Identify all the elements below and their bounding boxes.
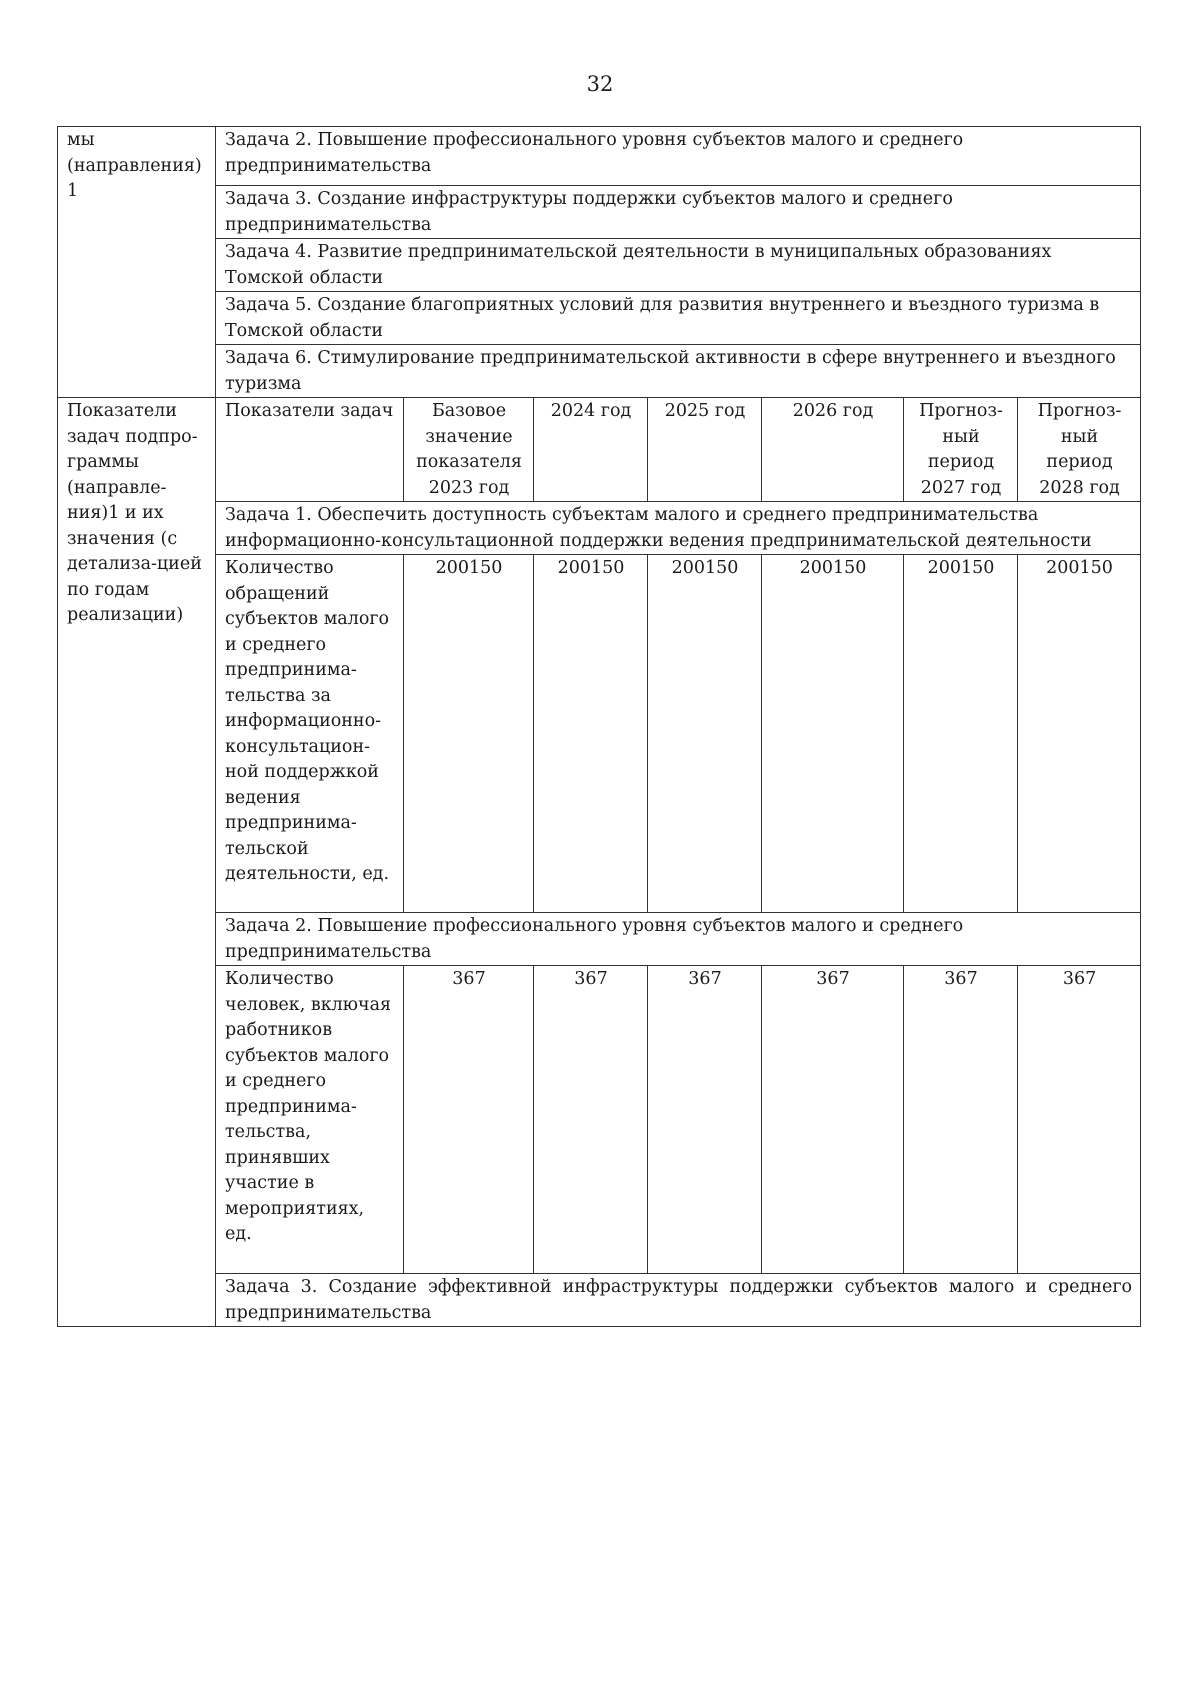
- header-2028: Прогноз-ный период 2028 год: [1018, 398, 1141, 502]
- header-2024: 2024 год: [534, 398, 648, 502]
- header-2026: 2026 год: [762, 398, 904, 502]
- row1-value-2025: 200150: [648, 555, 762, 913]
- header-row: [58, 398, 1141, 502]
- row2-value-base: 367: [404, 966, 534, 1274]
- row1-value-2026: 200150: [762, 555, 904, 913]
- table-row: [58, 127, 1141, 186]
- task-cell: Задача 3. Создание инфраструктуры поддержки субъектов малого и среднего предпринимательства: [216, 186, 1141, 239]
- row1-value-2024: 200150: [534, 555, 648, 913]
- table-row: [58, 186, 1141, 239]
- row2-value-2025: 367: [648, 966, 762, 1274]
- table-row: [58, 292, 1141, 345]
- row2-value-2027: 367: [904, 966, 1018, 1274]
- row1-value-2028: 200150: [1018, 555, 1141, 913]
- table-row: [58, 239, 1141, 292]
- row2-value-2024: 367: [534, 966, 648, 1274]
- row1-value-base: 200150: [404, 555, 534, 913]
- table-row: [58, 966, 1141, 1274]
- indicators-label: Показатели задач подпро-граммы (направле-ния)1 и их значения (с детализа-цией по годам реализации): [58, 398, 216, 1327]
- header-2027: Прогноз-ный период 2027 год: [904, 398, 1018, 502]
- table-row: [58, 1274, 1141, 1327]
- row1-value-2027: 200150: [904, 555, 1018, 913]
- table-row: [58, 913, 1141, 966]
- task-cell: Задача 4. Развитие предпринимательской деятельности в муниципальных образованиях Томской области: [216, 239, 1141, 292]
- page-number: 32: [586, 72, 614, 96]
- task-cell: Задача 2. Повышение профессионального уровня субъектов малого и среднего предпринимательства: [216, 127, 1141, 186]
- row2-value-2026: 367: [762, 966, 904, 1274]
- task-2-title: Задача 2. Повышение профессионального уровня субъектов малого и среднего предпринимательства: [216, 913, 1141, 966]
- table-row: [58, 345, 1141, 398]
- task-cell: Задача 6. Стимулирование предпринимательской активности в сфере внутреннего и въездного туризма: [216, 345, 1141, 398]
- task-1-title: Задача 1. Обеспечить доступность субъектам малого и среднего предпринимательства информационно-консультационной поддержки ведения предпринимательской деятельности: [216, 502, 1141, 555]
- row2-value-2028: 367: [1018, 966, 1141, 1274]
- section-label: мы (направления) 1: [58, 127, 216, 398]
- header-indicator: Показатели задач: [216, 398, 404, 502]
- header-base: Базовое значение показателя 2023 год: [404, 398, 534, 502]
- header-2025: 2025 год: [648, 398, 762, 502]
- table-row: [58, 555, 1141, 913]
- task-cell: Задача 5. Создание благоприятных условий для развития внутреннего и въездного туризма в Томской области: [216, 292, 1141, 345]
- row2-label: Количество человек, включая работников субъектов малого и среднего предпринима-тельства, принявших участие в мероприятиях, ед.: [216, 966, 404, 1274]
- task-3-title: Задача 3. Создание эффективной инфраструктуры поддержки субъектов малого и среднего предпринимательства: [216, 1274, 1141, 1327]
- table-row: [58, 502, 1141, 555]
- row1-label: Количество обращений субъектов малого и среднего предпринима-тельства за информационно-консультацион-ной поддержкой ведения предпринима-тельской деятельности, ед.: [216, 555, 404, 913]
- indicators-table: [57, 126, 1141, 1327]
